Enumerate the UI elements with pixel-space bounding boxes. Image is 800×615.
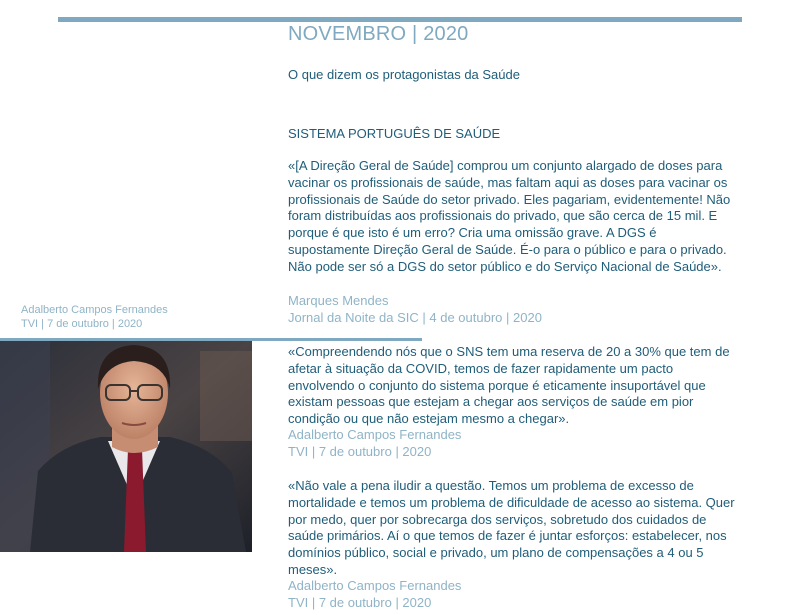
page-subtitle: O que dizem os protagonistas da Saúde [288,67,520,82]
quote-source: Jornal da Noite da SIC | 4 de outubro | 2020 [288,310,542,325]
photo-caption-source: TVI | 7 de outubro | 2020 [21,318,143,330]
speaker-photo [0,341,252,552]
section-title: SISTEMA PORTUGUÊS DE SAÚDE [288,126,501,141]
quote-source: TVI | 7 de outubro | 2020 [288,444,432,459]
page-title: NOVEMBRO | 2020 [288,23,469,45]
quote-text: «Compreendendo nós que o SNS tem uma reserva de 20 a 30% que tem de afetar à situação da COVID, temos de fazer rapidamente um pacto envolvendo o conjunto do sistema porque é eticamente insuportável que existam pessoas que estejam a chegar aos serviços de saúde em pior condição ou que não estejam mesmo a chegar». [288,344,730,427]
quote-text: «[A Direção Geral de Saúde] comprou um conjunto alargado de doses para vacinar os profissionais de saúde, mas faltam aqui as doses para vacinar os profissionais de Saúde do setor privado. Eles pagariam, evidentemente! Não foram distribuídas aos profissionais do privado, que são cerca de 15 mil. E porque é que isto é um erro? Cria uma omissão grave. A DGS é supostamente Direção Geral de Saúde. É-o para o público e para o privado. Não pode ser só a DGS do setor público e do Serviço Nacional de Saúde». [288,158,731,274]
photo-caption-name: Adalberto Campos Fernandes [21,304,168,316]
quote-source: TVI | 7 de outubro | 2020 [288,595,432,610]
quote-author: Adalberto Campos Fernandes [288,427,462,442]
quote-text: «Não vale a pena iludir a questão. Temos um problema de excesso de mortalidade e temos um problema de dificuldade de acesso ao sistema. Quer por medo, quer por sobrecarga dos serviços, sobretudo dos cuidados de saúde primários. Aí o que temos de fazer é juntar esforços: estabelecer, nos domínios público, social e privado, um plano de compensações a 4 ou 5 meses». [288,478,735,577]
quote-author: Adalberto Campos Fernandes [288,578,462,593]
top-divider [58,17,742,22]
quote-author: Marques Mendes [288,293,389,308]
